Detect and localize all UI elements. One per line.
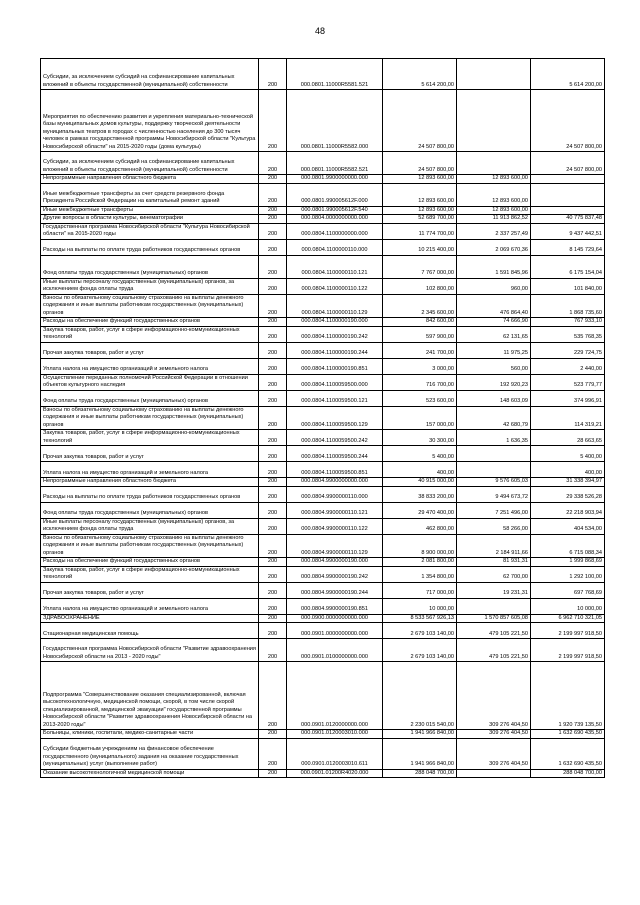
table-row bbox=[41, 175, 605, 184]
expense-name-cell: Иные выплаты персоналу государственных (муниципальных) органов, за исключением фонда оплаты труда bbox=[41, 518, 259, 534]
executed-amount-cell: 2 184 911,66 bbox=[457, 534, 531, 558]
executed-amount-cell: 192 920,23 bbox=[457, 374, 531, 390]
remaining-amount-cell bbox=[531, 175, 605, 184]
admin-code-cell: 200 bbox=[259, 90, 287, 152]
table-row bbox=[41, 769, 605, 778]
approved-amount-cell: 1 941 966 840,00 bbox=[383, 738, 457, 769]
executed-amount-cell: 2 337 257,49 bbox=[457, 223, 531, 239]
expense-name-cell: Непрограммные направления областного бюджета bbox=[41, 478, 259, 487]
expense-name-cell: Иные выплаты персоналу государственных (муниципальных) органов, за исключением фонда оплаты труда bbox=[41, 278, 259, 294]
admin-code-cell: 200 bbox=[259, 502, 287, 518]
classification-code-cell: 000.0804.9900000190.242 bbox=[287, 566, 383, 582]
admin-code-cell: 200 bbox=[259, 152, 287, 175]
table-row bbox=[41, 518, 605, 534]
remaining-amount-cell: 229 724,75 bbox=[531, 342, 605, 358]
remaining-amount-cell: 767 933,10 bbox=[531, 318, 605, 327]
expense-name-cell: Государственная программа Новосибирской области "Культура Новосибирской области" на 2015-2020 годы bbox=[41, 223, 259, 239]
remaining-amount-cell: 5 400,00 bbox=[531, 446, 605, 462]
expense-name-cell: Расходы на выплаты по оплате труда работников государственных органов bbox=[41, 486, 259, 502]
executed-amount-cell: 309 276 404,50 bbox=[457, 730, 531, 739]
admin-code-cell: 200 bbox=[259, 738, 287, 769]
expense-name-cell: Прочая закупка товаров, работ и услуг bbox=[41, 446, 259, 462]
approved-amount-cell: 12 893 600,00 bbox=[383, 175, 457, 184]
classification-code-cell: 000.0804.1100000190.000 bbox=[287, 318, 383, 327]
approved-amount-cell: 400,00 bbox=[383, 462, 457, 478]
table-row bbox=[41, 478, 605, 487]
remaining-amount-cell: 2 199 997 918,50 bbox=[531, 639, 605, 662]
classification-code-cell: 000.0804.1100059500.121 bbox=[287, 390, 383, 406]
executed-amount-cell: 11 913 862,52 bbox=[457, 215, 531, 224]
approved-amount-cell: 1 354 800,00 bbox=[383, 566, 457, 582]
admin-code-cell: 200 bbox=[259, 406, 287, 430]
remaining-amount-cell: 404 534,00 bbox=[531, 518, 605, 534]
admin-code-cell: 200 bbox=[259, 518, 287, 534]
expense-name-cell: Закупка товаров, работ, услуг в сфере информационно-коммуникационных технологий bbox=[41, 566, 259, 582]
remaining-amount-cell bbox=[531, 206, 605, 215]
expense-name-cell: Осуществление переданных полномочий Российской Федерации в отношении объектов культурного наследия bbox=[41, 374, 259, 390]
budget-table bbox=[40, 58, 605, 778]
expense-name-cell: Иные межбюджетные трансферты bbox=[41, 206, 259, 215]
table-row bbox=[41, 318, 605, 327]
expense-name-cell: Иные межбюджетные трансферты за счет средств резервного фонда Президента Российской Федерации на капитальный ремонт зданий bbox=[41, 183, 259, 206]
remaining-amount-cell: 400,00 bbox=[531, 462, 605, 478]
approved-amount-cell: 102 800,00 bbox=[383, 278, 457, 294]
executed-amount-cell: 9 576 605,03 bbox=[457, 478, 531, 487]
classification-code-cell: 000.0804.1100000190.244 bbox=[287, 342, 383, 358]
classification-code-cell: 000.0804.9900000000.000 bbox=[287, 478, 383, 487]
table-row bbox=[41, 59, 605, 90]
executed-amount-cell: 81 931,31 bbox=[457, 558, 531, 567]
approved-amount-cell: 717 000,00 bbox=[383, 582, 457, 598]
admin-code-cell: 200 bbox=[259, 59, 287, 90]
expense-name-cell: Стационарная медицинская помощь bbox=[41, 623, 259, 639]
remaining-amount-cell: 31 338 394,97 bbox=[531, 478, 605, 487]
executed-amount-cell: 1 570 857 605,08 bbox=[457, 614, 531, 623]
remaining-amount-cell: 374 996,91 bbox=[531, 390, 605, 406]
approved-amount-cell: 24 507 800,00 bbox=[383, 152, 457, 175]
remaining-amount-cell: 1 868 735,60 bbox=[531, 294, 605, 318]
admin-code-cell: 200 bbox=[259, 318, 287, 327]
executed-amount-cell: 479 105 221,50 bbox=[457, 639, 531, 662]
table-row bbox=[41, 738, 605, 769]
expense-name-cell: Расходы на обеспечение функций государственных органов bbox=[41, 318, 259, 327]
remaining-amount-cell: 2 199 997 918,50 bbox=[531, 623, 605, 639]
expense-name-cell: Расходы на выплаты по оплате труда работников государственных органов bbox=[41, 239, 259, 255]
table-row bbox=[41, 294, 605, 318]
admin-code-cell: 200 bbox=[259, 278, 287, 294]
admin-code-cell: 200 bbox=[259, 478, 287, 487]
admin-code-cell: 200 bbox=[259, 582, 287, 598]
executed-amount-cell: 11 975,25 bbox=[457, 342, 531, 358]
admin-code-cell: 200 bbox=[259, 730, 287, 739]
classification-code-cell: 000.0804.9900000190.244 bbox=[287, 582, 383, 598]
remaining-amount-cell: 1 999 868,69 bbox=[531, 558, 605, 567]
classification-code-cell: 000.0804.1100059500.129 bbox=[287, 406, 383, 430]
expense-name-cell: Подпрограмма "Совершенствование оказания специализированной, включая высокотехнологичную, медицинской помощи, скорой, в том числе скорой специализированной, медицинской эвакуации" государственной программы Новосибирской области "Развитие здравоохранения Новосибирской области на 2013-2020 годы" bbox=[41, 662, 259, 730]
admin-code-cell: 200 bbox=[259, 175, 287, 184]
executed-amount-cell: 62 700,00 bbox=[457, 566, 531, 582]
executed-amount-cell bbox=[457, 152, 531, 175]
expense-name-cell: Расходы на обеспечение функций государственных органов bbox=[41, 558, 259, 567]
classification-code-cell: 000.0804.1100000110.122 bbox=[287, 278, 383, 294]
expense-name-cell: Фонд оплаты труда государственных (муниципальных) органов bbox=[41, 255, 259, 278]
table-row bbox=[41, 278, 605, 294]
classification-code-cell: 000.0804.9900000110.122 bbox=[287, 518, 383, 534]
classification-code-cell: 000.0804.1100000190.851 bbox=[287, 358, 383, 374]
classification-code-cell: 000.0804.9900000190.851 bbox=[287, 598, 383, 614]
approved-amount-cell: 29 470 400,00 bbox=[383, 502, 457, 518]
remaining-amount-cell: 40 775 837,48 bbox=[531, 215, 605, 224]
remaining-amount-cell: 6 175 154,04 bbox=[531, 255, 605, 278]
executed-amount-cell: 1 636,35 bbox=[457, 430, 531, 446]
expense-name-cell: ЗДРАВООХРАНЕНИЕ bbox=[41, 614, 259, 623]
approved-amount-cell: 716 700,00 bbox=[383, 374, 457, 390]
table-row bbox=[41, 152, 605, 175]
approved-amount-cell: 5 400,00 bbox=[383, 446, 457, 462]
admin-code-cell: 200 bbox=[259, 639, 287, 662]
admin-code-cell: 200 bbox=[259, 566, 287, 582]
expense-name-cell: Другие вопросы в области культуры, кинематографии bbox=[41, 215, 259, 224]
table-row bbox=[41, 662, 605, 730]
approved-amount-cell: 462 800,00 bbox=[383, 518, 457, 534]
table-row bbox=[41, 430, 605, 446]
classification-code-cell: 000.0801.9900000000.000 bbox=[287, 175, 383, 184]
remaining-amount-cell: 6 715 088,34 bbox=[531, 534, 605, 558]
expense-name-cell: Прочая закупка товаров, работ и услуг bbox=[41, 582, 259, 598]
approved-amount-cell: 38 833 200,00 bbox=[383, 486, 457, 502]
table-row bbox=[41, 342, 605, 358]
remaining-amount-cell: 24 507 800,00 bbox=[531, 152, 605, 175]
classification-code-cell: 000.0901.0120000000.000 bbox=[287, 662, 383, 730]
executed-amount-cell: 9 494 673,72 bbox=[457, 486, 531, 502]
executed-amount-cell bbox=[457, 769, 531, 778]
classification-code-cell: 000.0801.11000R5581.521 bbox=[287, 59, 383, 90]
table-row bbox=[41, 90, 605, 152]
expense-name-cell: Субсидии, за исключением субсидий на софинансирование капитальных вложений в объекты государственной (муниципальной) собственности bbox=[41, 152, 259, 175]
remaining-amount-cell: 697 768,69 bbox=[531, 582, 605, 598]
admin-code-cell: 200 bbox=[259, 558, 287, 567]
admin-code-cell: 200 bbox=[259, 294, 287, 318]
classification-code-cell: 000.0804.1100000000.000 bbox=[287, 223, 383, 239]
expense-name-cell: Прочая закупка товаров, работ и услуг bbox=[41, 342, 259, 358]
executed-amount-cell: 479 105 221,50 bbox=[457, 623, 531, 639]
executed-amount-cell bbox=[457, 59, 531, 90]
table-row bbox=[41, 730, 605, 739]
expense-name-cell: Субсидии бюджетным учреждениям на финансовое обеспечение государственного (муниципального) задания на оказание государственных (муниципальных) услуг (выполнение работ) bbox=[41, 738, 259, 769]
table-row bbox=[41, 582, 605, 598]
admin-code-cell: 200 bbox=[259, 534, 287, 558]
executed-amount-cell: 12 893 600,00 bbox=[457, 183, 531, 206]
classification-code-cell: 000.0804.0000000000.000 bbox=[287, 215, 383, 224]
table-row bbox=[41, 215, 605, 224]
approved-amount-cell: 157 000,00 bbox=[383, 406, 457, 430]
budget-table-body bbox=[41, 59, 605, 778]
executed-amount-cell: 2 069 670,36 bbox=[457, 239, 531, 255]
approved-amount-cell: 30 300,00 bbox=[383, 430, 457, 446]
expense-name-cell: Взносы по обязательному социальному страхованию на выплаты денежного содержания и иные выплаты работникам государственных (муниципальных) органов bbox=[41, 534, 259, 558]
remaining-amount-cell: 1 292 100,00 bbox=[531, 566, 605, 582]
approved-amount-cell: 842 600,00 bbox=[383, 318, 457, 327]
remaining-amount-cell: 101 840,00 bbox=[531, 278, 605, 294]
approved-amount-cell: 10 215 400,00 bbox=[383, 239, 457, 255]
table-row bbox=[41, 614, 605, 623]
admin-code-cell: 200 bbox=[259, 239, 287, 255]
approved-amount-cell: 7 767 000,00 bbox=[383, 255, 457, 278]
table-row bbox=[41, 486, 605, 502]
approved-amount-cell: 8 900 000,00 bbox=[383, 534, 457, 558]
admin-code-cell: 200 bbox=[259, 374, 287, 390]
approved-amount-cell: 2 345 600,00 bbox=[383, 294, 457, 318]
admin-code-cell: 200 bbox=[259, 769, 287, 778]
executed-amount-cell: 62 131,65 bbox=[457, 326, 531, 342]
table-row bbox=[41, 446, 605, 462]
admin-code-cell: 200 bbox=[259, 598, 287, 614]
executed-amount-cell: 560,00 bbox=[457, 358, 531, 374]
admin-code-cell: 200 bbox=[259, 255, 287, 278]
remaining-amount-cell: 5 614 200,00 bbox=[531, 59, 605, 90]
remaining-amount-cell: 1 632 690 435,50 bbox=[531, 730, 605, 739]
classification-code-cell: 000.0901.0120003010.000 bbox=[287, 730, 383, 739]
approved-amount-cell: 2 081 800,00 bbox=[383, 558, 457, 567]
expense-name-cell: Субсидии, за исключением субсидий на софинансирование капитальных вложений в объекты государственной (муниципальной) собственности bbox=[41, 59, 259, 90]
executed-amount-cell: 476 864,40 bbox=[457, 294, 531, 318]
remaining-amount-cell: 24 507 800,00 bbox=[531, 90, 605, 152]
expense-name-cell: Закупка товаров, работ, услуг в сфере информационно-коммуникационных технологий bbox=[41, 326, 259, 342]
table-row bbox=[41, 374, 605, 390]
approved-amount-cell: 3 000,00 bbox=[383, 358, 457, 374]
table-row bbox=[41, 566, 605, 582]
expense-name-cell: Закупка товаров, работ, услуг в сфере информационно-коммуникационных технологий bbox=[41, 430, 259, 446]
approved-amount-cell: 2 679 103 140,00 bbox=[383, 639, 457, 662]
admin-code-cell: 200 bbox=[259, 390, 287, 406]
expense-name-cell: Мероприятия по обеспечению развития и укрепления материально-технической базы муниципальных домов культуры, поддержку творческой деятельности муниципальных театров в городах с численностью населения до 300 тысяч человек в рамках государственной программы Новосибирской области "Культура Новосибирской области" на 2015-2020 годы (дома культуры) bbox=[41, 90, 259, 152]
approved-amount-cell: 1 941 966 840,00 bbox=[383, 730, 457, 739]
table-row bbox=[41, 534, 605, 558]
admin-code-cell: 200 bbox=[259, 223, 287, 239]
executed-amount-cell: 12 893 600,00 bbox=[457, 206, 531, 215]
executed-amount-cell: 42 680,79 bbox=[457, 406, 531, 430]
admin-code-cell: 200 bbox=[259, 342, 287, 358]
remaining-amount-cell: 1 632 690 435,50 bbox=[531, 738, 605, 769]
expense-name-cell: Государственная программа Новосибирской области "Развитие здравоохранения Новосибирской области на 2013 - 2020 годы" bbox=[41, 639, 259, 662]
table-row bbox=[41, 639, 605, 662]
classification-code-cell: 000.0801.11000R5582.521 bbox=[287, 152, 383, 175]
classification-code-cell: 000.0804.9900000110.121 bbox=[287, 502, 383, 518]
table-row bbox=[41, 223, 605, 239]
approved-amount-cell: 288 048 700,00 bbox=[383, 769, 457, 778]
expense-name-cell: Взносы по обязательному социальному страхованию на выплаты денежного содержания и иные выплаты работникам государственных (муниципальных) органов bbox=[41, 294, 259, 318]
classification-code-cell: 000.0804.9900000190.000 bbox=[287, 558, 383, 567]
remaining-amount-cell: 28 663,65 bbox=[531, 430, 605, 446]
table-row bbox=[41, 326, 605, 342]
classification-code-cell: 000.0804.9900000110.000 bbox=[287, 486, 383, 502]
remaining-amount-cell: 1 920 739 135,50 bbox=[531, 662, 605, 730]
remaining-amount-cell: 288 048 700,00 bbox=[531, 769, 605, 778]
admin-code-cell: 200 bbox=[259, 623, 287, 639]
expense-name-cell: Уплата налога на имущество организаций и земельного налога bbox=[41, 358, 259, 374]
table-row bbox=[41, 558, 605, 567]
admin-code-cell: 200 bbox=[259, 326, 287, 342]
admin-code-cell: 200 bbox=[259, 614, 287, 623]
expense-name-cell: Непрограммные направления областного бюджета bbox=[41, 175, 259, 184]
admin-code-cell: 200 bbox=[259, 462, 287, 478]
classification-code-cell: 000.0804.9900000110.129 bbox=[287, 534, 383, 558]
approved-amount-cell: 8 533 567 926,13 bbox=[383, 614, 457, 623]
classification-code-cell: 000.0901.0000000000.000 bbox=[287, 623, 383, 639]
remaining-amount-cell: 114 319,21 bbox=[531, 406, 605, 430]
admin-code-cell: 200 bbox=[259, 183, 287, 206]
admin-code-cell: 200 bbox=[259, 206, 287, 215]
table-row bbox=[41, 462, 605, 478]
remaining-amount-cell bbox=[531, 183, 605, 206]
approved-amount-cell: 12 893 600,00 bbox=[383, 206, 457, 215]
table-row bbox=[41, 598, 605, 614]
table-row bbox=[41, 623, 605, 639]
executed-amount-cell: 1 591 845,96 bbox=[457, 255, 531, 278]
executed-amount-cell: 148 603,09 bbox=[457, 390, 531, 406]
executed-amount-cell bbox=[457, 462, 531, 478]
table-row bbox=[41, 206, 605, 215]
classification-code-cell: 000.0804.1100000110.000 bbox=[287, 239, 383, 255]
admin-code-cell: 200 bbox=[259, 358, 287, 374]
approved-amount-cell: 10 000,00 bbox=[383, 598, 457, 614]
remaining-amount-cell: 9 437 442,51 bbox=[531, 223, 605, 239]
classification-code-cell: 000.0801.990005612F.540 bbox=[287, 206, 383, 215]
remaining-amount-cell: 10 000,00 bbox=[531, 598, 605, 614]
expense-name-cell: Уплата налога на имущество организаций и земельного налога bbox=[41, 598, 259, 614]
remaining-amount-cell: 8 145 729,64 bbox=[531, 239, 605, 255]
remaining-amount-cell: 535 768,35 bbox=[531, 326, 605, 342]
executed-amount-cell bbox=[457, 90, 531, 152]
table-row bbox=[41, 183, 605, 206]
approved-amount-cell: 11 774 700,00 bbox=[383, 223, 457, 239]
approved-amount-cell: 12 893 600,00 bbox=[383, 183, 457, 206]
classification-code-cell: 000.0804.1100000190.242 bbox=[287, 326, 383, 342]
remaining-amount-cell: 2 440,00 bbox=[531, 358, 605, 374]
classification-code-cell: 000.0804.1100059500.242 bbox=[287, 430, 383, 446]
approved-amount-cell: 2 679 103 140,00 bbox=[383, 623, 457, 639]
executed-amount-cell: 309 276 404,50 bbox=[457, 662, 531, 730]
table-row bbox=[41, 255, 605, 278]
expense-name-cell: Уплата налога на имущество организаций и земельного налога bbox=[41, 462, 259, 478]
classification-code-cell: 000.0900.0000000000.000 bbox=[287, 614, 383, 623]
remaining-amount-cell: 523 779,77 bbox=[531, 374, 605, 390]
expense-name-cell: Оказание высокотехнологичной медицинской помощи bbox=[41, 769, 259, 778]
table-row bbox=[41, 358, 605, 374]
admin-code-cell: 200 bbox=[259, 430, 287, 446]
approved-amount-cell: 52 689 700,00 bbox=[383, 215, 457, 224]
classification-code-cell: 000.0804.1100059500.851 bbox=[287, 462, 383, 478]
executed-amount-cell bbox=[457, 446, 531, 462]
classification-code-cell: 000.0804.1100000110.121 bbox=[287, 255, 383, 278]
executed-amount-cell bbox=[457, 598, 531, 614]
classification-code-cell: 000.0901.01200R4020.000 bbox=[287, 769, 383, 778]
admin-code-cell: 200 bbox=[259, 446, 287, 462]
remaining-amount-cell: 6 962 710 321,05 bbox=[531, 614, 605, 623]
executed-amount-cell: 7 251 496,00 bbox=[457, 502, 531, 518]
executed-amount-cell: 960,00 bbox=[457, 278, 531, 294]
executed-amount-cell: 58 266,00 bbox=[457, 518, 531, 534]
approved-amount-cell: 2 230 015 540,00 bbox=[383, 662, 457, 730]
classification-code-cell: 000.0804.1100000110.129 bbox=[287, 294, 383, 318]
approved-amount-cell: 523 600,00 bbox=[383, 390, 457, 406]
admin-code-cell: 200 bbox=[259, 486, 287, 502]
classification-code-cell: 000.0901.0120003010.611 bbox=[287, 738, 383, 769]
approved-amount-cell: 597 900,00 bbox=[383, 326, 457, 342]
expense-name-cell: Взносы по обязательному социальному страхованию на выплаты денежного содержания и иные выплаты работникам государственных (муниципальных) органов bbox=[41, 406, 259, 430]
executed-amount-cell: 309 276 404,50 bbox=[457, 738, 531, 769]
table-row bbox=[41, 502, 605, 518]
classification-code-cell: 000.0801.11000R5582.000 bbox=[287, 90, 383, 152]
classification-code-cell: 000.0801.990005612F.000 bbox=[287, 183, 383, 206]
admin-code-cell: 200 bbox=[259, 662, 287, 730]
classification-code-cell: 000.0804.1100059500.000 bbox=[287, 374, 383, 390]
classification-code-cell: 000.0804.1100059500.244 bbox=[287, 446, 383, 462]
approved-amount-cell: 24 507 800,00 bbox=[383, 90, 457, 152]
approved-amount-cell: 241 700,00 bbox=[383, 342, 457, 358]
expense-name-cell: Фонд оплаты труда государственных (муниципальных) органов bbox=[41, 390, 259, 406]
table-row bbox=[41, 239, 605, 255]
admin-code-cell: 200 bbox=[259, 215, 287, 224]
page-number: 48 bbox=[314, 26, 325, 36]
expense-name-cell: Больницы, клиники, госпитали, медико-санитарные части bbox=[41, 730, 259, 739]
classification-code-cell: 000.0901.0100000000.000 bbox=[287, 639, 383, 662]
expense-name-cell: Фонд оплаты труда государственных (муниципальных) органов bbox=[41, 502, 259, 518]
approved-amount-cell: 40 915 000,00 bbox=[383, 478, 457, 487]
table-row bbox=[41, 406, 605, 430]
table-row bbox=[41, 390, 605, 406]
executed-amount-cell: 12 893 600,00 bbox=[457, 175, 531, 184]
remaining-amount-cell: 22 218 903,94 bbox=[531, 502, 605, 518]
approved-amount-cell: 5 614 200,00 bbox=[383, 59, 457, 90]
executed-amount-cell: 19 231,31 bbox=[457, 582, 531, 598]
executed-amount-cell: 74 666,90 bbox=[457, 318, 531, 327]
remaining-amount-cell: 29 338 526,28 bbox=[531, 486, 605, 502]
